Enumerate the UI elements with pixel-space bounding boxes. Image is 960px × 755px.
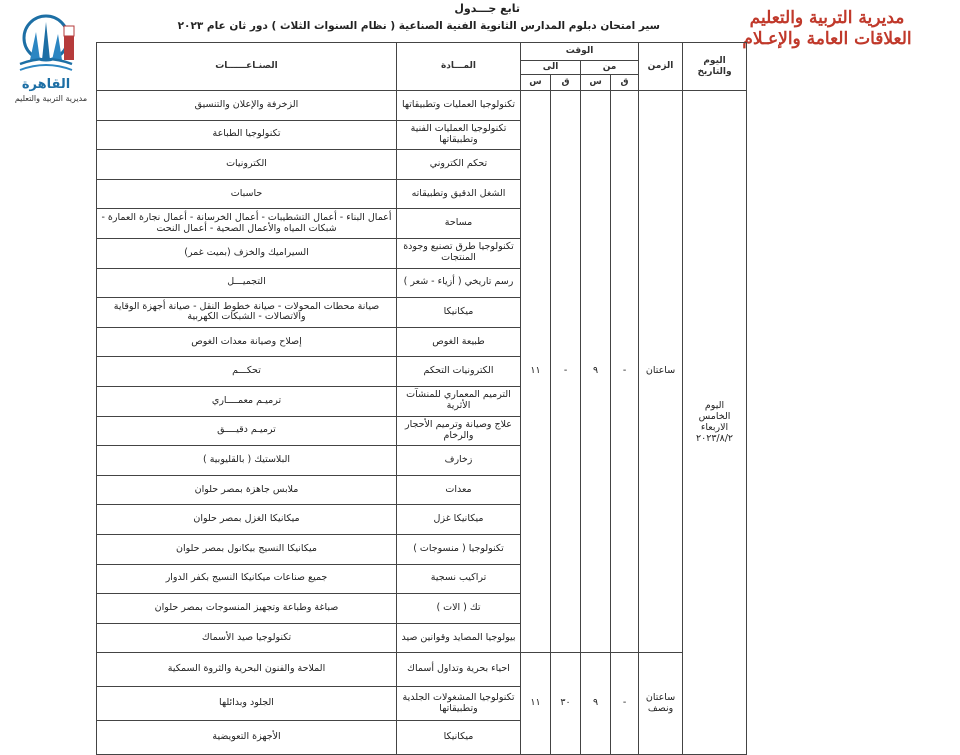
subject-cell: تكنولوجيا طرق تصنيع وجودة المنتجات [397, 238, 521, 268]
subject-cell: الكترونيات التحكم [397, 357, 521, 387]
table-row [97, 653, 747, 687]
industries-cell: الكترونيات [97, 150, 397, 180]
header-day-date: اليوم والتاريخ [683, 43, 747, 91]
subject-cell: ميكانيكا [397, 298, 521, 328]
table-row [97, 91, 747, 121]
subject-cell: ميكانيكا غزل [397, 505, 521, 535]
directorate-department: العلاقات العامة والإعـلام [742, 29, 912, 50]
subject-cell: تكنولوجيا ( منسوجات ) [397, 534, 521, 564]
logo-caption: مديرية التربية والتعليم [14, 94, 88, 103]
industries-cell: البلاستيك ( بالقليوبية ) [97, 446, 397, 476]
industries-cell: حاسبات [97, 179, 397, 209]
subject-cell: معدات [397, 475, 521, 505]
subject-cell: زخارف [397, 446, 521, 476]
subject-cell: بيولوجيا المصايد وقوانين صيد [397, 623, 521, 653]
industries-cell: التجميـــل [97, 268, 397, 298]
industries-cell: جميع صناعات ميكانيكا النسيج بكفر الدوار [97, 564, 397, 594]
industries-cell: الأجهزة التعويضية [97, 721, 397, 755]
industries-cell: ترميـم دقيــــق [97, 416, 397, 446]
industries-cell: صيانة محطات المحولات - صيانة خطوط النقل - صيانة أجهزة الوقاية والاتصالات - الشبكات الكهربية [97, 298, 397, 328]
industries-cell: ميكانيكا الغزل بمصر حلوان [97, 505, 397, 535]
day-ordinal: الخامس [698, 410, 731, 422]
subject-cell: تحكم الكتروني [397, 150, 521, 180]
subject-cell: طبيعة الغوص [397, 327, 521, 357]
subject-cell: علاج وصيانة وترميم الأحجار والرخام [397, 416, 521, 446]
header-subject: المـــادة [397, 43, 521, 91]
industries-cell: ترميـم معمــــاري [97, 386, 397, 416]
exam-day-cell [683, 91, 747, 755]
directorate-name: مديرية التربية والتعليم [749, 8, 905, 28]
industries-cell: الملاحة والفنون البحرية والثروة السمكية [97, 653, 397, 687]
subject-cell: ميكانيكا [397, 721, 521, 755]
subject-cell: الترميم المعماري للمنشآت الأثرية [397, 386, 521, 416]
document-subtitle: سير امتحان دبلوم المدارس الثانوية الفنية الصناعية ( نظام السنوات الثلاث ) دور ثان عام ٢٠٢٣ [177, 20, 660, 32]
group1-to-hour: ١١ [521, 91, 551, 653]
schedule-table [96, 42, 747, 755]
group1-to-minute: - [551, 91, 581, 653]
header-from-minute: ق [611, 75, 639, 91]
group1-from-minute: - [611, 91, 639, 653]
subject-cell: رسم تاريخي ( أزياء - شعر ) [397, 268, 521, 298]
header-to: الى [521, 61, 581, 75]
industries-cell: ملابس جاهزة بمصر حلوان [97, 475, 397, 505]
industries-cell: السيراميك والخزف (بميت غمر) [97, 238, 397, 268]
exam-schedule [96, 42, 746, 743]
group2-from-hour: ٩ [581, 653, 611, 755]
cairo-emblem-icon [6, 8, 90, 94]
header-from-hour: س [581, 75, 611, 91]
subject-cell: تكنولوجيا المشغولات الجلدية وتطبيقاتها [397, 687, 521, 721]
subject-cell: تك ( الات ) [397, 594, 521, 624]
day-label: اليوم [704, 399, 725, 411]
industries-cell: الزخرفة والإعلان والتنسيق [97, 91, 397, 121]
industries-cell: ميكانيكا النسيج بيكانول بمصر حلوان [97, 534, 397, 564]
subject-cell: مساحة [397, 209, 521, 239]
header-time: الوقت [521, 43, 639, 61]
header-to-hour: س [521, 75, 551, 91]
day-date: ٢٠٢٣/٨/٢ [696, 432, 734, 444]
subject-cell: تراكيب نسجية [397, 564, 521, 594]
group2-from-minute: - [611, 653, 639, 755]
industries-cell: تكنولوجيا صيد الأسماك [97, 623, 397, 653]
group1-from-hour: ٩ [581, 91, 611, 653]
header-duration: الزمن [639, 43, 683, 91]
group1-duration: ساعتان [639, 91, 683, 653]
industries-cell: تكنولوجيا الطباعة [97, 120, 397, 150]
header-from: من [581, 61, 639, 75]
header-industries: الصنـاعــــــات [97, 43, 397, 91]
cairo-logo [6, 8, 90, 102]
continuation-label: تابع جـــدول [454, 2, 520, 15]
subject-cell: احياء بحرية وتداول أسماك [397, 653, 521, 687]
subject-cell: تكنولوجيا العمليات الفنية وتطبيقاتها [397, 120, 521, 150]
industries-cell: أعمال البناء - أعمال التشطيبات - أعمال الخرسانة - أعمال نجارة العمارة - شبكات المياه والأعمال الصحية - أعمال النحت [97, 209, 397, 239]
industries-cell: صباغة وطباعة وتجهيز المنسوجات بمصر حلوان [97, 594, 397, 624]
logo-city-name: القاهرة [21, 77, 71, 92]
day-weekday: الاربعاء [700, 421, 729, 433]
industries-cell: تحكـــم [97, 357, 397, 387]
header-to-minute: ق [551, 75, 581, 91]
group2-to-hour: ١١ [521, 653, 551, 755]
subject-cell: تكنولوجيا العمليات وتطبيقاتها [397, 91, 521, 121]
subject-cell: الشغل الدقيق وتطبيقاته [397, 179, 521, 209]
industries-cell: الجلود وبدائلها [97, 687, 397, 721]
industries-cell: إصلاح وصيانة معدات الغوص [97, 327, 397, 357]
group2-to-minute: ٣٠ [551, 653, 581, 755]
group2-duration: ساعتان ونصف [639, 653, 683, 755]
